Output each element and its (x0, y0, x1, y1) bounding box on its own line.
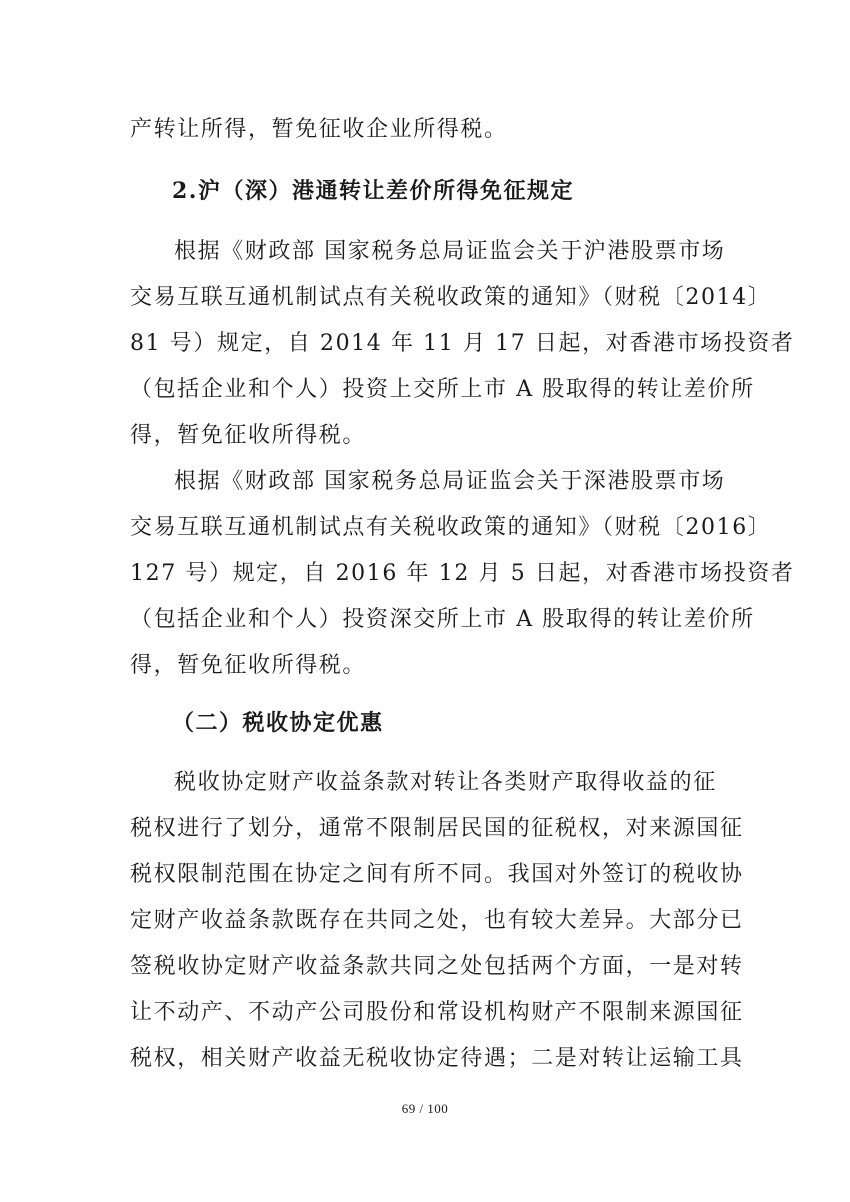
paragraph-line: 定财产收益条款既存在共同之处，也有较大差异。大部分已 (130, 908, 744, 933)
paragraph-line: 81 号）规定，自 2014 年 11 月 17 日起，对香港市场投资者 (130, 331, 795, 356)
subsection-heading: （二）税收协定优惠 (172, 710, 384, 736)
paragraph-line: 签税收协定财产收益条款共同之处包括两个方面，一是对转 (130, 954, 744, 979)
paragraph-line: 交易互联互通机制试点有关税收政策的通知》（财税〔2014〕 (130, 285, 772, 310)
paragraph-line: 交易互联互通机制试点有关税收政策的通知》（财税〔2016〕 (130, 515, 772, 540)
paragraph-line: 税收协定财产收益条款对转让各类财产取得收益的征 (174, 770, 717, 795)
paragraph-line: 税权限制范围在协定之间有所不同。我国对外签订的税收协 (130, 862, 744, 887)
paragraph-line: （包括企业和个人）投资上交所上市 A 股取得的转让差价所 (130, 377, 755, 402)
intro-line: 产转让所得，暂免征收企业所得税。 (130, 117, 508, 142)
paragraph-line: 得，暂免征收所得税。 (130, 653, 367, 678)
paragraph-line: 税权进行了划分，通常不限制居民国的征税权，对来源国征 (130, 816, 744, 841)
paragraph-line: 税权，相关财产收益无税收协定待遇；二是对转让运输工具 (130, 1046, 744, 1071)
page-number: 69 / 100 (401, 1101, 449, 1116)
paragraph-line: 让不动产、不动产公司股份和常设机构财产不限制来源国征 (130, 1000, 744, 1025)
paragraph-line: 127 号）规定，自 2016 年 12 月 5 日起，对香港市场投资者 (130, 561, 795, 586)
paragraph-line: 根据《财政部 国家税务总局证监会关于沪港股票市场 (174, 239, 726, 264)
paragraph-line: （包括企业和个人）投资深交所上市 A 股取得的转让差价所 (130, 607, 755, 632)
section-heading: 2.沪（深）港通转让差价所得免征规定 (172, 178, 574, 204)
paragraph-line: 根据《财政部 国家税务总局证监会关于深港股票市场 (174, 469, 726, 494)
paragraph-line: 得，暂免征收所得税。 (130, 423, 367, 448)
